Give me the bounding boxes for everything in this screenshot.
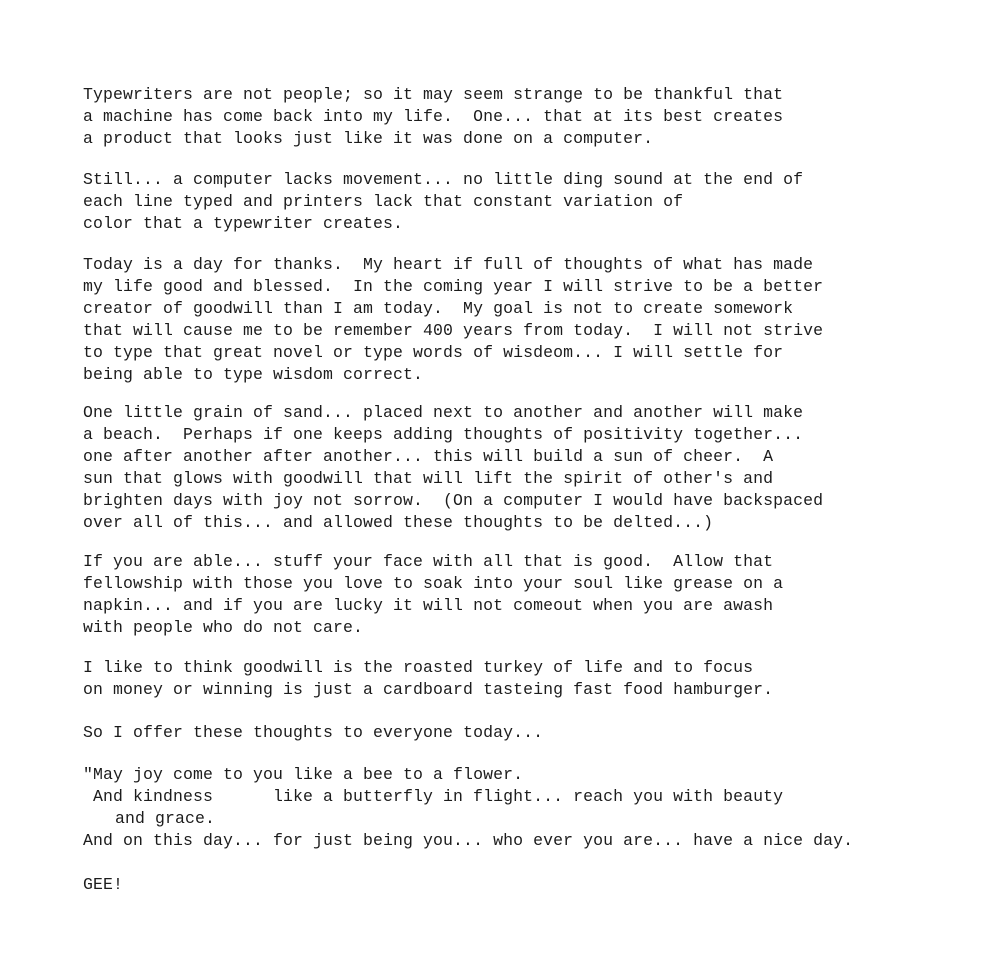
text-line: brighten days with joy not sorrow. (On a computer I would have backspaced <box>83 491 824 510</box>
paragraph-offer-thoughts <box>83 722 543 744</box>
paragraph-grain-of-sand <box>83 402 823 534</box>
text-line: being able to type wisdom correct. <box>83 365 424 384</box>
text-line: napkin... and if you are lucky it will not comeout when you are awash <box>83 596 774 615</box>
text-line: my life good and blessed. In the coming year I will strive to be a better <box>83 277 824 296</box>
text-line: a machine has come back into my life. One... that at its best creates <box>83 107 784 126</box>
text-line: Still... a computer lacks movement... no little ding sound at the end of <box>83 170 804 189</box>
text-line: GEE! <box>83 875 124 894</box>
text-line: If you are able... stuff your face with all that is good. Allow that <box>83 552 774 571</box>
text-line: Typewriters are not people; so it may seem strange to be thankful that <box>83 85 784 104</box>
paragraph-typewriters <box>83 84 783 150</box>
text-line: with people who do not care. <box>83 618 364 637</box>
text-line: So I offer these thoughts to everyone today... <box>83 723 544 742</box>
text-line: over all of this... and allowed these thoughts to be delted...) <box>83 513 714 532</box>
text-line: Today is a day for thanks. My heart if full of thoughts of what has made <box>83 255 814 274</box>
paragraph-today <box>83 254 823 386</box>
text-line: one after another after another... this will build a sun of cheer. A <box>83 447 774 466</box>
paragraph-still <box>83 169 803 235</box>
signature <box>83 874 123 896</box>
text-line: One little grain of sand... placed next to another and another will make <box>83 403 804 422</box>
text-line: fellowship with those you love to soak into your soul like grease on a <box>83 574 784 593</box>
text-line: sun that glows with goodwill that will lift the spirit of other's and <box>83 469 774 488</box>
paragraph-poem <box>83 764 853 852</box>
text-line: each line typed and printers lack that constant variation of <box>83 192 684 211</box>
text-line: And on this day... for just being you... who ever you are... have a nice day. <box>83 831 854 850</box>
text-line: to type that great novel or type words of wisdeom... I will settle for <box>83 343 784 362</box>
text-line: I like to think goodwill is the roasted turkey of life and to focus <box>83 658 754 677</box>
paragraph-if-you-are-able <box>83 551 783 639</box>
text-line: a product that looks just like it was done on a computer. <box>83 129 654 148</box>
text-line: "May joy come to you like a bee to a flower. <box>83 765 524 784</box>
text-line: a beach. Perhaps if one keeps adding thoughts of positivity together... <box>83 425 804 444</box>
text-line: creator of goodwill than I am today. My goal is not to create somework <box>83 299 794 318</box>
text-line: color that a typewriter creates. <box>83 214 404 233</box>
text-line: and grace. <box>115 809 216 828</box>
text-line: that will cause me to be remember 400 years from today. I will not strive <box>83 321 824 340</box>
paragraph-goodwill-turkey <box>83 657 773 701</box>
text-line: And kindness like a butterfly in flight... reach you with beauty <box>93 787 784 806</box>
text-line: on money or winning is just a cardboard tasteing fast food hamburger. <box>83 680 774 699</box>
